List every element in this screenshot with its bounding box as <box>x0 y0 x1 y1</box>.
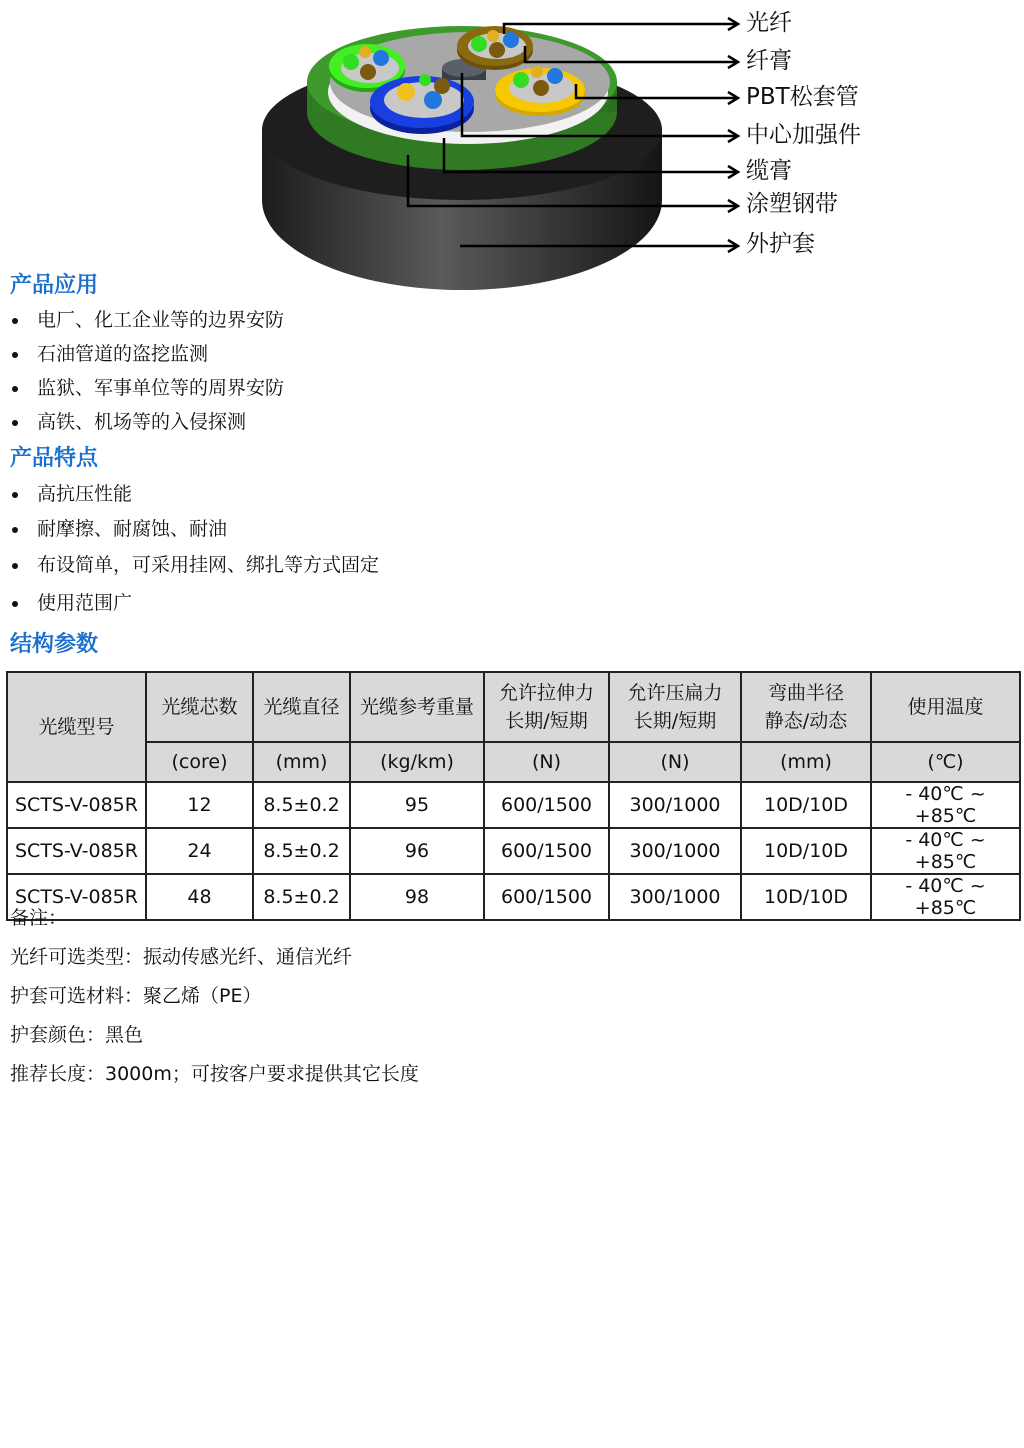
callout-pbt-loose-tube: PBT松套管 <box>746 84 859 110</box>
note-recommended-length: 推荐长度：3000m；可按客户要求提供其它长度 <box>10 1063 419 1085</box>
callout-central-strength-member: 中心加强件 <box>746 122 861 148</box>
list-item: 耐摩擦、耐腐蚀、耐油 <box>10 520 379 539</box>
bullet-icon <box>12 492 18 498</box>
bullet-icon <box>12 318 18 324</box>
application-list <box>10 311 284 432</box>
section-title-application: 产品应用 <box>10 273 99 298</box>
bullet-icon <box>12 527 18 533</box>
list-item: 使用范围广 <box>10 594 379 613</box>
table-row: SCTS-V-085R 12 8.5±0.2 95 600/1500 300/1000 10D/10D - 40℃ ~ +85℃ <box>7 782 1020 828</box>
spec-table <box>6 671 1021 921</box>
list-item: 高抗压性能 <box>10 485 379 504</box>
list-item: 监狱、军事单位等的周界安防 <box>10 379 284 398</box>
list-item: 布设简单，可采用挂网、绑扎等方式固定 <box>10 556 379 575</box>
notes-title: 备注： <box>10 907 68 929</box>
section-title-features: 产品特点 <box>10 446 99 471</box>
unit-mm: (mm) <box>253 742 350 782</box>
features-list <box>10 485 379 613</box>
note-sheath-color: 护套颜色：黑色 <box>10 1024 144 1046</box>
unit-n-tensile: (N) <box>484 742 609 782</box>
header-temperature: 使用温度 <box>871 672 1020 742</box>
bullet-icon <box>12 386 18 392</box>
list-item: 高铁、机场等的入侵探测 <box>10 413 284 432</box>
callout-optical-fiber: 光纤 <box>746 10 792 36</box>
section-title-structure: 结构参数 <box>10 632 99 657</box>
table-row: SCTS-V-085R 24 8.5±0.2 96 600/1500 300/1000 10D/10D - 40℃ ~ +85℃ <box>7 828 1020 874</box>
callout-outer-sheath: 外护套 <box>746 231 815 257</box>
bullet-icon <box>12 352 18 358</box>
note-sheath-material: 护套可选材料：聚乙烯（PE） <box>10 985 262 1007</box>
notes-block <box>10 909 419 1104</box>
unit-n-crush: (N) <box>609 742 741 782</box>
unit-kg-km: (kg/km) <box>350 742 484 782</box>
list-item: 石油管道的盗挖监测 <box>10 345 284 364</box>
cable-structure-diagram <box>250 0 870 290</box>
callout-fiber-gel: 纤膏 <box>746 48 792 74</box>
header-tensile: 允许拉伸力 长期/短期 <box>484 672 609 742</box>
header-crush: 允许压扁力 长期/短期 <box>609 672 741 742</box>
callout-coated-steel-tape: 涂塑钢带 <box>746 191 838 217</box>
callout-cable-gel: 缆膏 <box>746 158 792 184</box>
unit-celsius: (℃) <box>871 742 1020 782</box>
list-item: 电厂、化工企业等的边界安防 <box>10 311 284 330</box>
unit-mm-bend: (mm) <box>741 742 871 782</box>
bullet-icon <box>12 563 18 569</box>
bullet-icon <box>12 601 18 607</box>
header-core-count: 光缆芯数 <box>146 672 253 742</box>
header-diameter: 光缆直径 <box>253 672 350 742</box>
note-fiber-types: 光纤可选类型：振动传感光纤、通信光纤 <box>10 946 353 968</box>
table-row: SCTS-V-085R 48 8.5±0.2 98 600/1500 300/1000 10D/10D - 40℃ ~ +85℃ <box>7 874 1020 920</box>
header-bend-radius: 弯曲半径 静态/动态 <box>741 672 871 742</box>
header-model: 光缆型号 <box>7 672 146 782</box>
unit-core: (core) <box>146 742 253 782</box>
header-weight: 光缆参考重量 <box>350 672 484 742</box>
bullet-icon <box>12 420 18 426</box>
